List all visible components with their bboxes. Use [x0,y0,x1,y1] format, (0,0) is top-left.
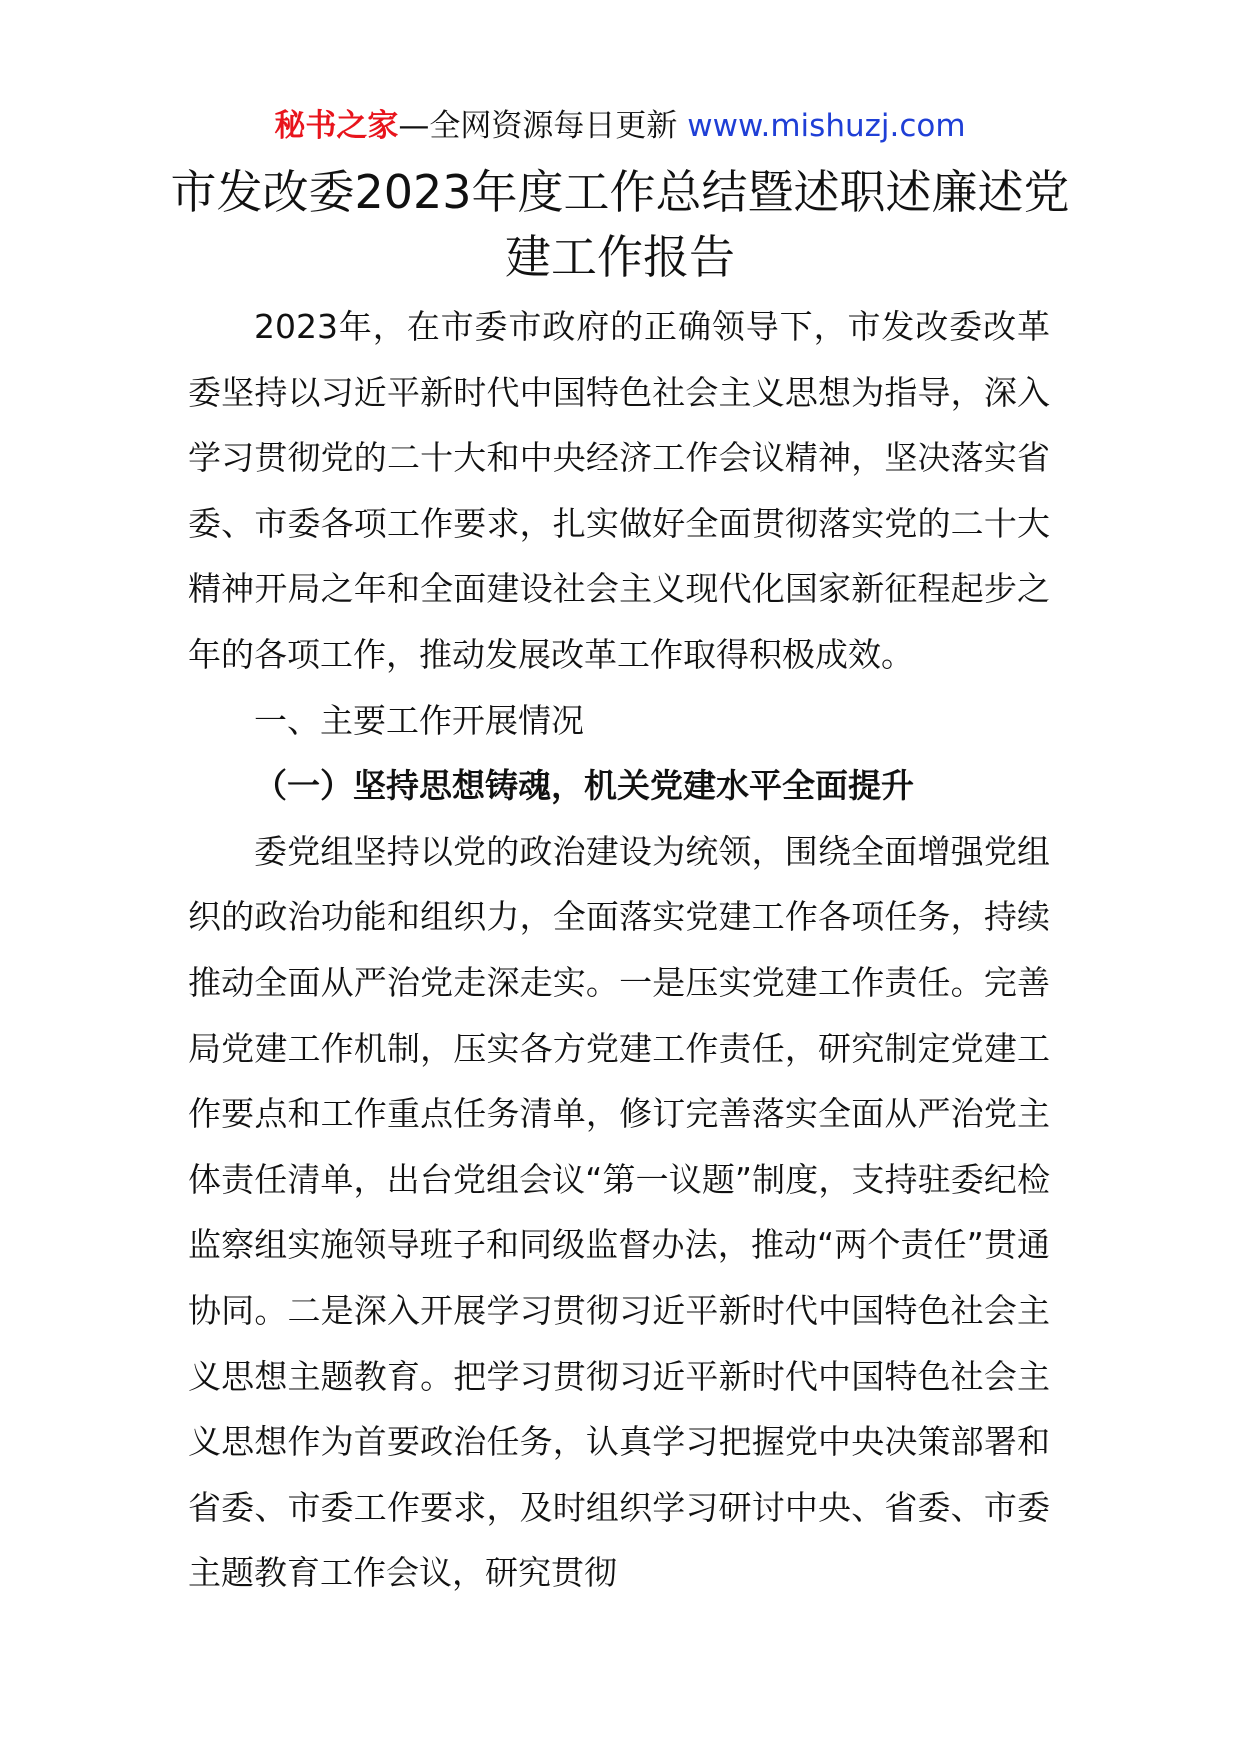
site-tagline: —全网资源每日更新 [398,108,678,144]
subsection-heading: （一）坚持思想铸魂，机关党建水平全面提升 [254,766,914,806]
site-watermark-header [0,104,1240,148]
site-url: www.mishuzj.com [687,108,966,144]
body-paragraph: 委党组坚持以党的政治建设为统领，围绕全面增强党组织的政治功能和组织力，全面落实党建工作各项任务，持续推动全面从严治党走深走实。一是压实党建工作责任。完善局党建工作机制，压实各方党建工作责任，研究制定党建工作要点和工作重点任务清单，修订完善落实全面从严治党主体责任清单，出台党组会议“第一议题”制度，支持驻委纪检监察组实施领导班子和同级监督办法，推动“两个责任”贯通协同。二是深入开展学习贯彻习近平新时代中国特色社会主义思想主题教育。把学习贯彻习近平新时代中国特色社会主义思想作为首要政治任务，认真学习把握党中央决策部署和省委、市委工作要求，及时组织学习研讨中央、省委、市委主题教育工作会议，研究贯彻 [188,831,1050,1593]
document-body [188,294,1050,1606]
site-brand: 秘书之家 [274,108,399,144]
section-heading: 一、主要工作开展情况 [254,700,584,740]
document-title: 市发改委2023年度工作总结暨述职述廉述党建工作报告 [170,165,1070,284]
intro-paragraph: 2023年，在市委市政府的正确领导下，市发改委改革委坚持以习近平新时代中国特色社会主义思想为指导，深入学习贯彻党的二十大和中央经济工作会议精神，坚决落实省委、市委各项工作要求，扎实做好全面贯彻落实党的二十大精神开局之年和全面建设社会主义现代化国家新征程起步之年的各项工作，推动发展改革工作取得积极成效。 [188,307,1050,674]
